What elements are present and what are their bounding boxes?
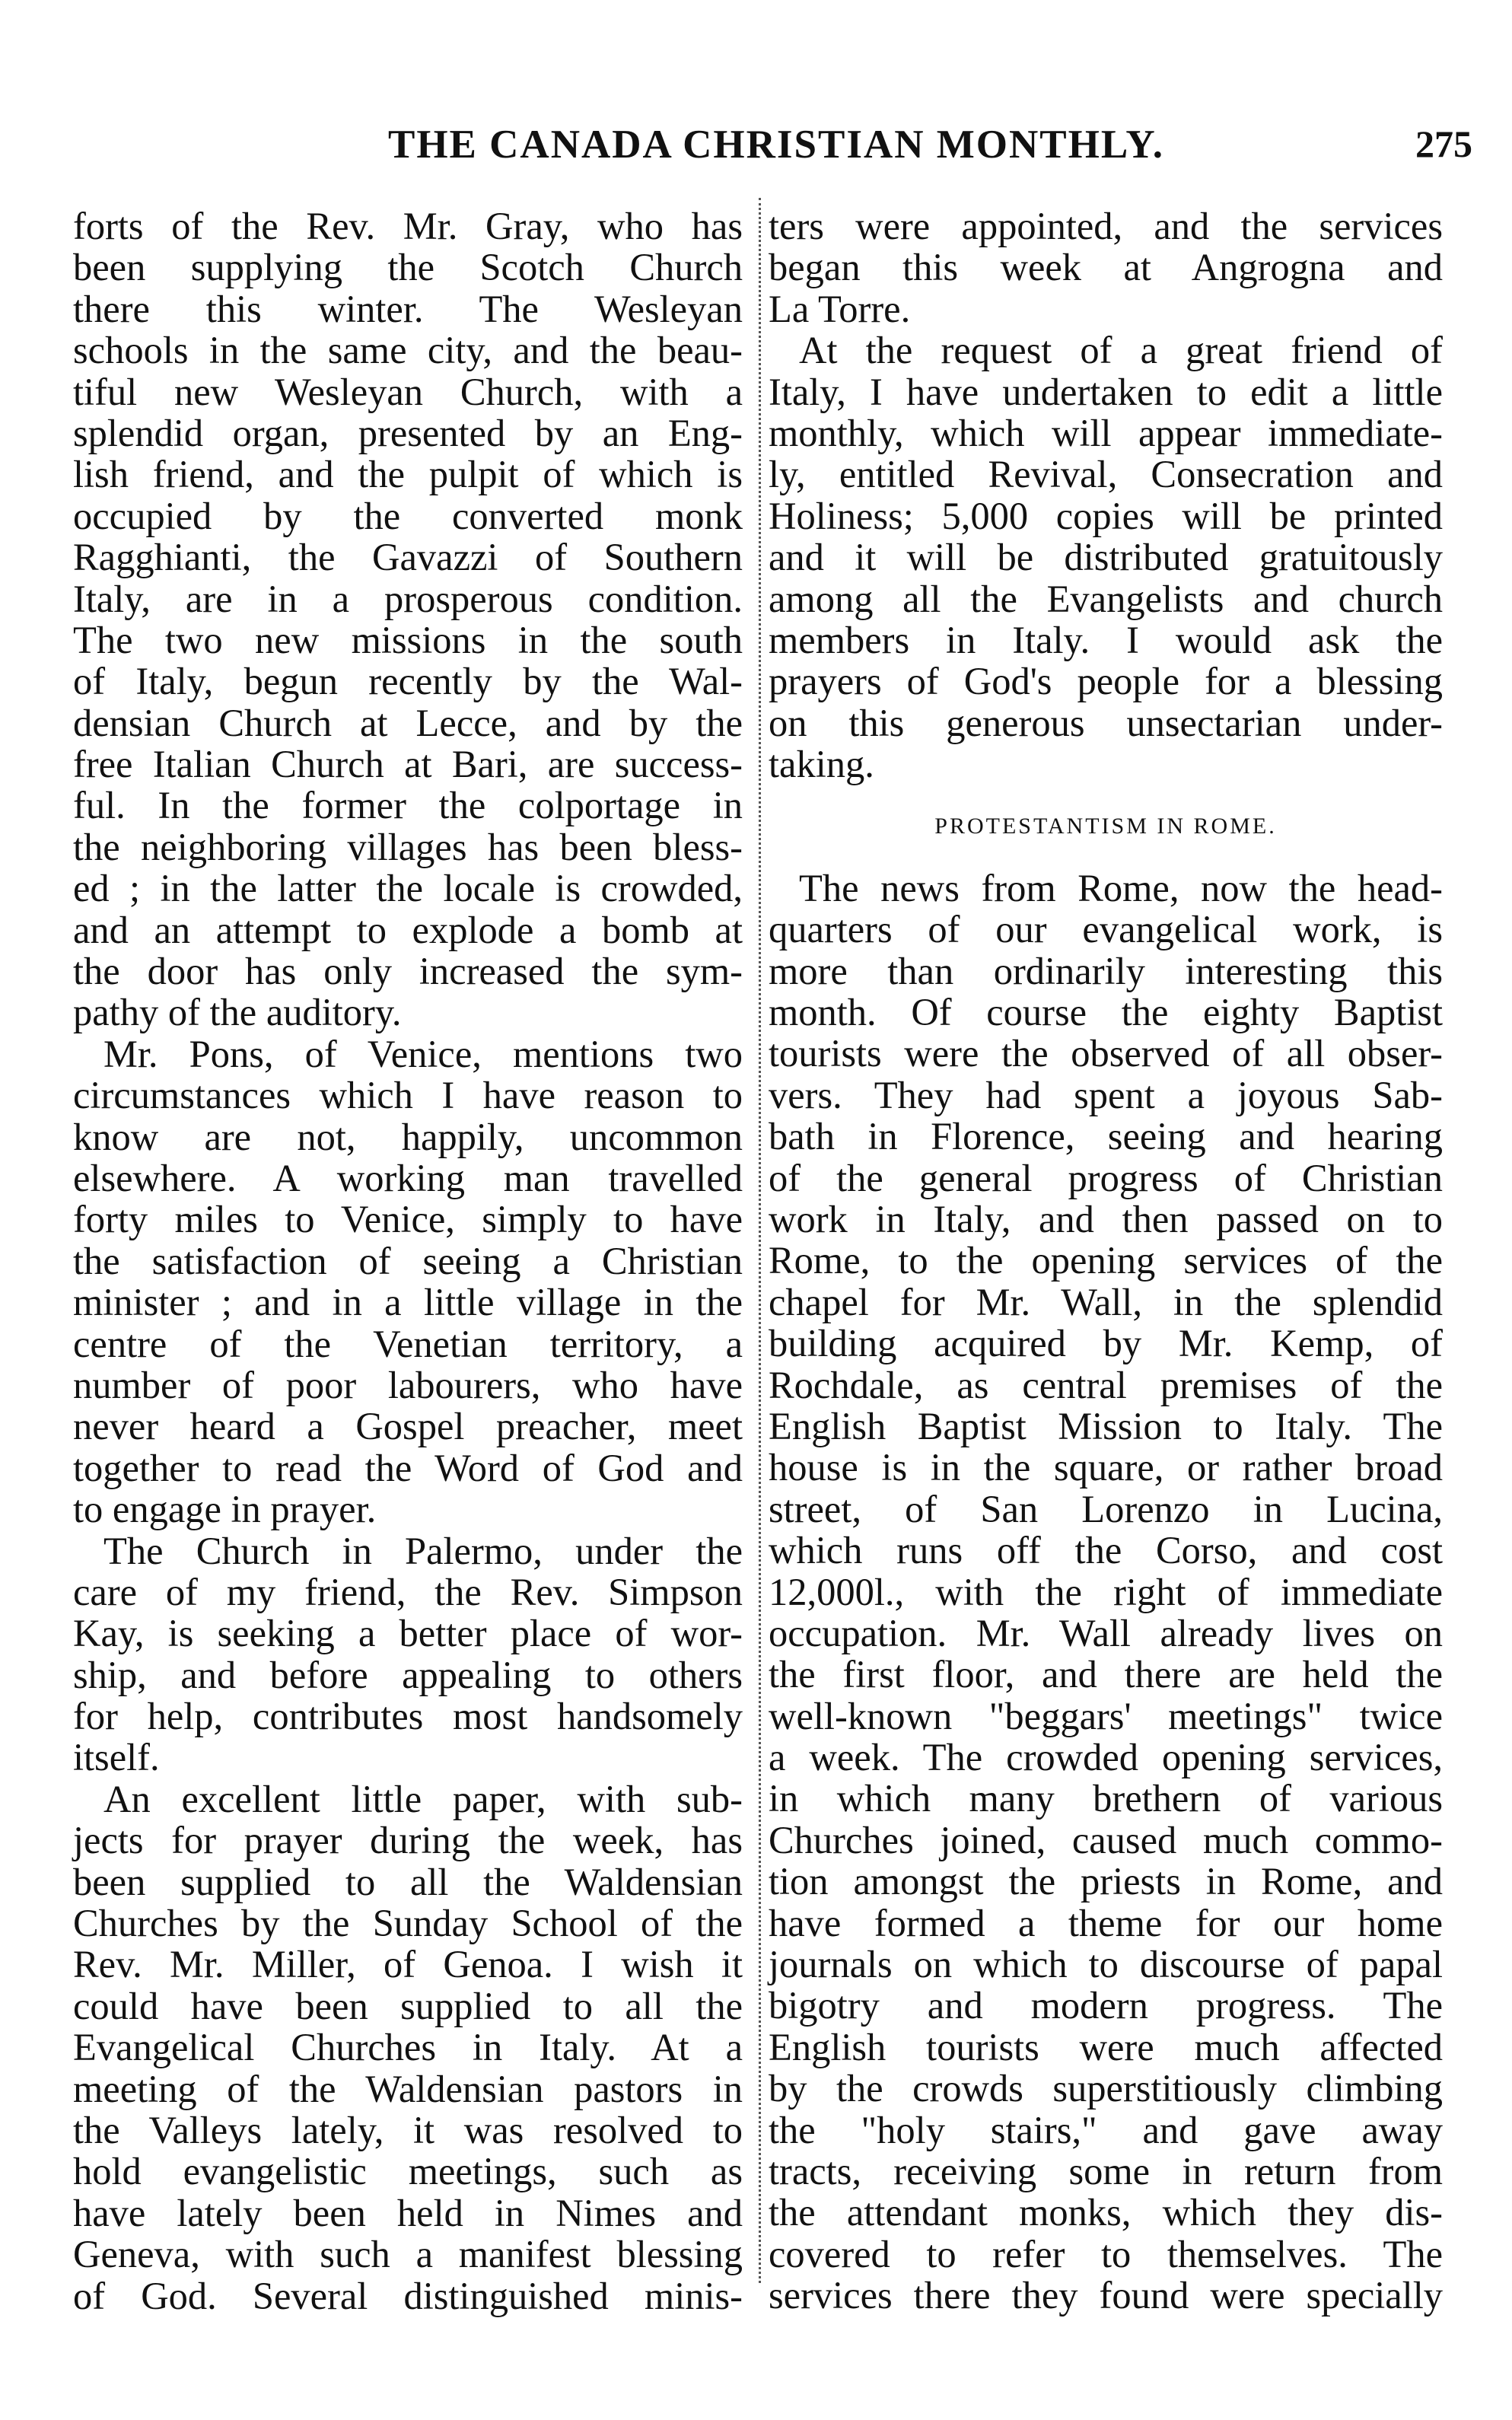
text-line: have lately been held in Nimes and — [73, 2191, 743, 2234]
text-line: forty miles to Venice, simply to have — [73, 1198, 743, 1241]
page-number: 275 — [1415, 123, 1472, 165]
text-line: Italy, are in a prosperous condition. — [73, 577, 743, 620]
text-line: covered to refer to themselves. The — [769, 2232, 1443, 2275]
text-line: Kay, is seeking a better place of wor- — [73, 1612, 743, 1655]
text-line: Evangelical Churches in Italy. At a — [73, 2026, 743, 2069]
text-line: more than ordinarily interesting this — [769, 949, 1443, 992]
text-line: well-known "beggars' meetings" twice — [769, 1694, 1443, 1737]
text-line: care of my friend, the Rev. Simpson — [73, 1570, 743, 1613]
text-line: Geneva, with such a manifest blessing — [73, 2233, 743, 2276]
text-line: hold evangelistic meetings, such as — [73, 2150, 743, 2193]
text-line: tiful new Wesleyan Church, with a — [73, 370, 743, 413]
text-line: among all the Evangelists and church — [769, 577, 1443, 620]
text-line: tracts, receiving some in return from — [769, 2149, 1443, 2192]
text-line: and an attempt to explode a bomb at — [73, 908, 743, 951]
text-line: of God. Several distinguished minis- — [73, 2274, 743, 2317]
section-heading: PROTESTANTISM IN ROME. — [934, 814, 1277, 839]
text-line: on this generous unsectarian under- — [769, 701, 1443, 744]
text-line: pathy of the auditory. — [73, 991, 402, 1034]
text-line: number of poor labourers, who have — [73, 1363, 743, 1406]
text-line: and it will be distributed gratuitously — [769, 536, 1443, 579]
text-line: At the request of a great friend of — [799, 329, 1443, 372]
text-line: prayers of God's people for a blessing — [769, 660, 1443, 703]
text-line: English Baptist Mission to Italy. The — [769, 1404, 1443, 1447]
text-line: occupied by the converted monk — [73, 494, 743, 537]
text-line: schools in the same city, and the beau- — [73, 329, 743, 372]
text-line: Ragghianti, the Gavazzi of Southern — [73, 536, 743, 579]
text-line: members in Italy. I would ask the — [769, 618, 1443, 661]
text-line: taking. — [769, 743, 874, 786]
left-column — [73, 205, 743, 2317]
text-line: the first floor, and there are held the — [769, 1653, 1443, 1696]
text-line: have formed a theme for our home — [769, 1901, 1443, 1944]
column-divider — [759, 198, 761, 2283]
text-line: The Church in Palermo, under the — [103, 1529, 743, 1572]
text-line: tion amongst the priests in Rome, and — [769, 1860, 1443, 1903]
text-line: together to read the Word of God and — [73, 1446, 743, 1489]
text-line: been supplied to all the Waldensian — [73, 1860, 743, 1903]
text-line: The two new missions in the south — [73, 618, 743, 661]
text-line: quarters of our evangelical work, is — [769, 908, 1443, 951]
text-line: in which many brethern of various — [769, 1777, 1443, 1820]
text-line: to engage in prayer. — [73, 1488, 377, 1531]
text-line: itself. — [73, 1736, 160, 1779]
text-line: forts of the Rev. Mr. Gray, who has — [73, 205, 743, 247]
text-line: house is in the square, or rather broad — [769, 1446, 1443, 1489]
right-column-bottom-text — [769, 868, 1443, 2317]
text-line: Rochdale, as central premises of the — [769, 1363, 1443, 1406]
text-line: meeting of the Waldensian pastors in — [73, 2067, 743, 2110]
text-line: the Valleys lately, it was resolved to — [73, 2108, 743, 2151]
text-line: the neighboring villages has been bless- — [73, 825, 743, 868]
text-line: journals on which to discourse of papal — [769, 1943, 1443, 1986]
text-line: building acquired by Mr. Kemp, of — [769, 1322, 1443, 1365]
text-line: Italy, I have undertaken to edit a little — [769, 370, 1443, 413]
text-line: bigotry and modern progress. The — [769, 1984, 1443, 2027]
right-column-top-text — [769, 205, 1443, 785]
text-line: ful. In the former the colportage in — [73, 784, 743, 827]
text-line: monthly, which will appear immediate- — [769, 411, 1443, 454]
text-line: Churches joined, caused much commo- — [769, 1818, 1443, 1861]
text-line: Rev. Mr. Miller, of Genoa. I wish it — [73, 1943, 743, 1986]
text-line: the attendant monks, which they dis- — [769, 2191, 1443, 2234]
text-line: bath in Florence, seeing and hearing — [769, 1115, 1443, 1158]
text-line: densian Church at Lecce, and by the — [73, 701, 743, 744]
text-line: ed ; in the latter the locale is crowded, — [73, 867, 743, 910]
text-line: English tourists were much affected — [769, 2025, 1443, 2068]
text-line: chapel for Mr. Wall, in the splendid — [769, 1280, 1443, 1323]
text-line: An excellent little paper, with sub- — [103, 1777, 743, 1820]
text-line: month. Of course the eighty Baptist — [769, 991, 1443, 1034]
text-line: been supplying the Scotch Church — [73, 246, 743, 289]
text-line: splendid organ, presented by an Eng- — [73, 411, 743, 454]
text-line: centre of the Venetian territory, a — [73, 1322, 743, 1365]
text-line: know are not, happily, uncommon — [73, 1115, 743, 1158]
text-line: for help, contributes most handsomely — [73, 1695, 743, 1738]
running-title: THE CANADA CHRISTIAN MONTHLY. — [387, 123, 1165, 167]
text-line: elsewhere. A working man travelled — [73, 1156, 743, 1199]
text-line: lish friend, and the pulpit of which is — [73, 453, 743, 496]
text-line: the "holy stairs," and gave away — [769, 2108, 1443, 2151]
text-line: Rome, to the opening services of the — [769, 1239, 1443, 1282]
text-line: the satisfaction of seeing a Christian — [73, 1239, 743, 1282]
text-line: La Torre. — [769, 287, 911, 330]
text-line: there this winter. The Wesleyan — [73, 287, 743, 330]
text-line: the door has only increased the sym- — [73, 950, 743, 993]
text-line: Mr. Pons, of Venice, mentions two — [103, 1032, 743, 1075]
text-line: street, of San Lorenzo in Lucina, — [769, 1487, 1443, 1530]
text-line: which runs off the Corso, and cost — [769, 1529, 1443, 1572]
text-line: 12,000l., with the right of immediate — [769, 1570, 1443, 1613]
text-line: could have been supplied to all the — [73, 1984, 743, 2027]
text-line: began this week at Angrogna and — [769, 246, 1443, 289]
text-line: never heard a Gospel preacher, meet — [73, 1405, 743, 1448]
text-line: ly, entitled Revival, Consecration and — [769, 453, 1443, 496]
text-line: a week. The crowded opening services, — [769, 1736, 1443, 1779]
text-line: Churches by the Sunday School of the — [73, 1902, 743, 1945]
text-line: minister ; and in a little village in the — [73, 1281, 743, 1324]
right-column — [769, 205, 1443, 2317]
text-line: occupation. Mr. Wall already lives on — [769, 1611, 1443, 1654]
text-line: circumstances which I have reason to — [73, 1074, 743, 1117]
text-line: ters were appointed, and the services — [769, 205, 1443, 247]
text-line: of the general progress of Christian — [769, 1156, 1443, 1199]
text-line: vers. They had spent a joyous Sab- — [769, 1073, 1443, 1116]
text-line: by the crowds superstitiously climbing — [769, 2067, 1443, 2110]
text-line: services there they found were specially — [769, 2274, 1443, 2317]
text-line: The news from Rome, now the head- — [799, 866, 1443, 909]
text-line: work in Italy, and then passed on to — [769, 1197, 1443, 1240]
text-line: Holiness; 5,000 copies will be printed — [769, 494, 1443, 537]
text-line: jects for prayer during the week, has — [73, 1819, 743, 1862]
text-line: free Italian Church at Bari, are success- — [73, 743, 743, 786]
page-header — [0, 122, 1512, 190]
text-line: of Italy, begun recently by the Wal- — [73, 660, 743, 703]
text-line: ship, and before appealing to others — [73, 1653, 743, 1696]
text-line: tourists were the observed of all obser- — [769, 1032, 1443, 1075]
